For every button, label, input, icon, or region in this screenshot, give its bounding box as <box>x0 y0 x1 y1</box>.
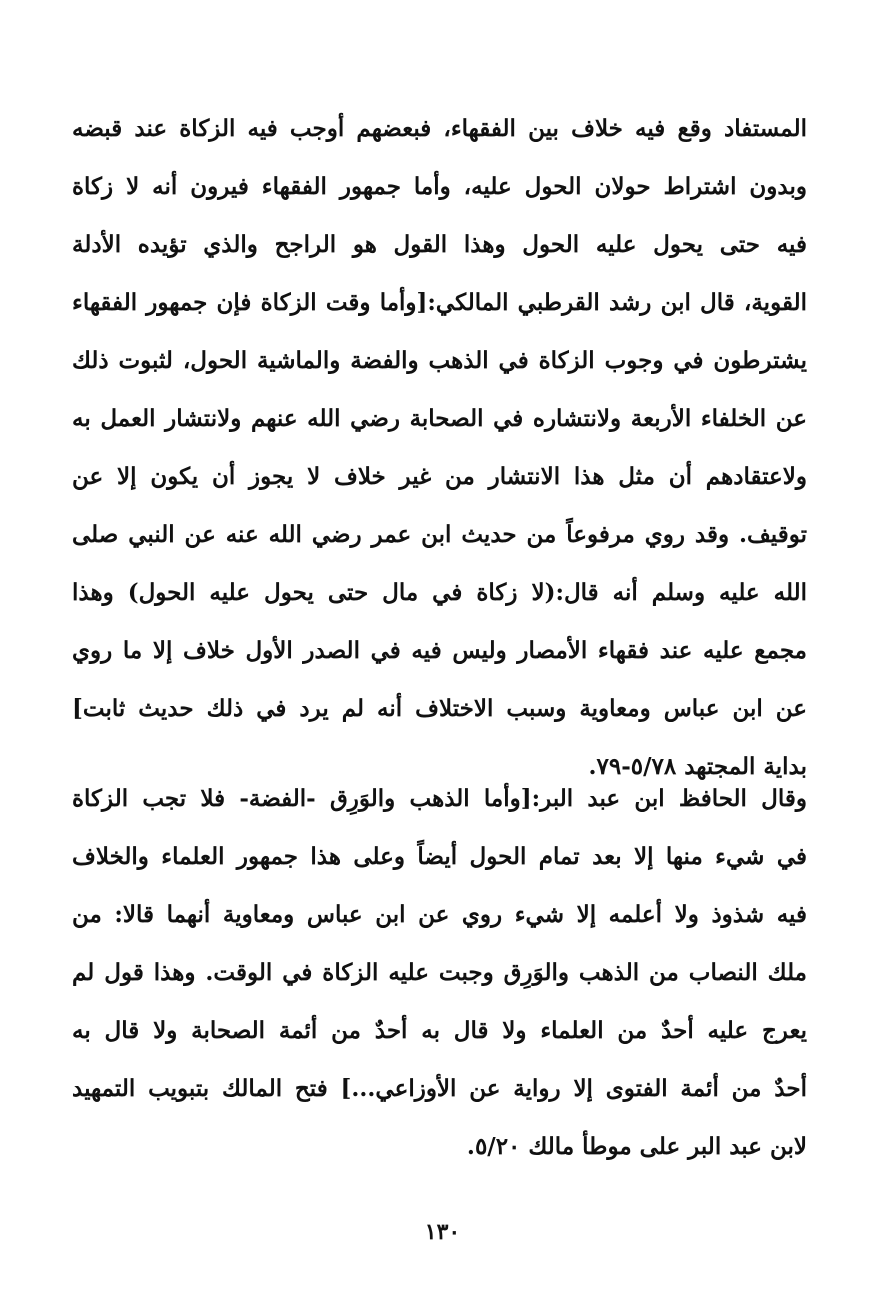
text-line: فيه حتى يحول عليه الحول وهذا القول هو الراجح والذي تؤيده الأدلة <box>72 231 807 258</box>
text-line: ولاعتقادهم أن مثل هذا الانتشار من غير خلاف لا يجوز أن يكون إلا عن <box>72 463 807 490</box>
text-line: عن الخلفاء الأربعة ولانتشاره في الصحابة رضي الله عنهم ولانتشار العمل به <box>72 405 807 432</box>
text-line: وقال الحافظ ابن عبد البر:[وأما الذهب والوَرِق -الفضة- فلا تجب الزكاة <box>72 785 807 812</box>
text-line: القوية، قال ابن رشد القرطبي المالكي:[وأما وقت الزكاة فإن جمهور الفقهاء <box>72 289 807 316</box>
text-line: ملك النصاب من الذهب والوَرِق وجبت عليه الزكاة في الوقت. وهذا قول لم <box>72 959 807 986</box>
text-line: المستفاد وقع فيه خلاف بين الفقهاء، فبعضهم أوجب فيه الزكاة عند قبضه <box>72 115 807 142</box>
text-line: مجمع عليه عند فقهاء الأمصار وليس فيه في الصدر الأول خلاف إلا ما روي <box>72 637 807 664</box>
text-line: أحدٌ من أئمة الفتوى إلا رواية عن الأوزاعي...] فتح المالك بتبويب التمهيد <box>72 1075 807 1102</box>
paragraph-ibn-abd-al-barr <box>72 770 807 1176</box>
page-number: ١٣٠ <box>424 1219 461 1245</box>
text-line: في شيء منها إلا بعد تمام الحول أيضاً وعلى هذا جمهور العلماء والخلاف <box>72 843 807 870</box>
paragraph-zakat-hawl <box>72 100 807 796</box>
text-line: عن ابن عباس ومعاوية وسبب الاختلاف أنه لم يرد في ذلك حديث ثابت] <box>72 695 807 722</box>
text-line: فيه شذوذ ولا أعلمه إلا شيء روي عن ابن عباس ومعاوية أنهما قالا: من <box>72 901 807 928</box>
text-line: توقيف. وقد روي مرفوعاً من حديث ابن عمر رضي الله عنه عن النبي صلى <box>72 521 807 548</box>
citation-line: بداية المجتهد ٥/٧٨-٧٩. <box>588 753 807 780</box>
text-line: الله عليه وسلم أنه قال:(لا زكاة في مال حتى يحول عليه الحول) وهذا <box>72 579 807 606</box>
text-line: يشترطون في وجوب الزكاة في الذهب والفضة والماشية الحول، لثبوت ذلك <box>72 347 807 374</box>
text-line: يعرج عليه أحدٌ من العلماء ولا قال به أحدٌ من أئمة الصحابة ولا قال به <box>72 1017 807 1044</box>
citation-line: لابن عبد البر على موطأ مالك ٥/٢٠. <box>466 1133 807 1160</box>
text-line: وبدون اشتراط حولان الحول عليه، وأما جمهور الفقهاء فيرون أنه لا زكاة <box>72 173 807 200</box>
